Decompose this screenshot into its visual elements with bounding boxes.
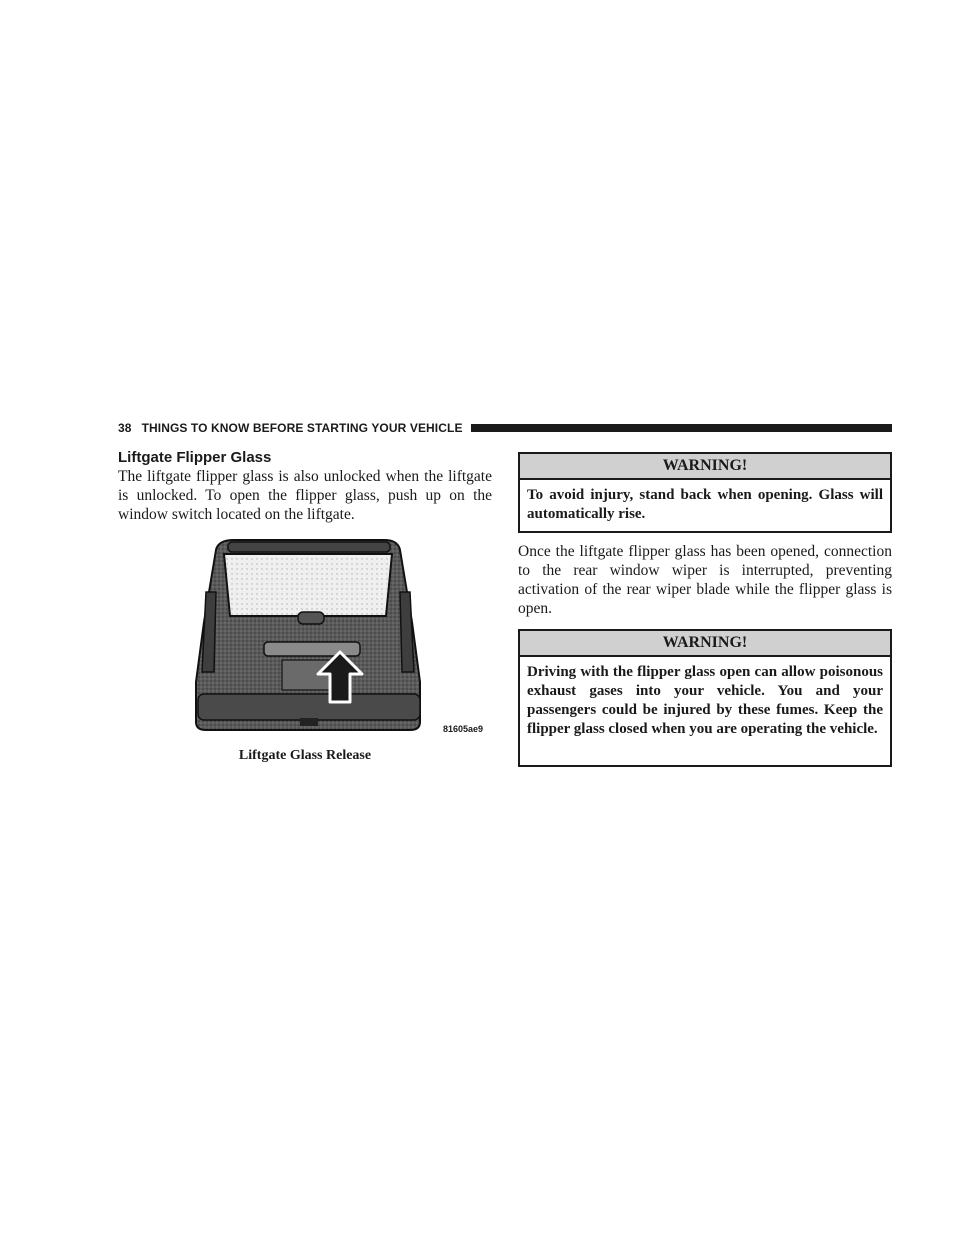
running-header [118, 419, 892, 437]
liftgate-illustration [190, 532, 490, 742]
chapter-title: THINGS TO KNOW BEFORE STARTING YOUR VEHICLE [141, 421, 463, 435]
page-number: 38 [118, 421, 132, 435]
wiper-paragraph: Once the liftgate flipper glass has been opened, connection to the rear window wiper is interrupted, preventing activation of the rear wiper blade while the flipper glass is open. [518, 543, 892, 617]
section-title: Liftgate Flipper Glass [118, 449, 272, 466]
warning-heading: WARNING! [520, 631, 890, 657]
warning-text: Driving with the flipper glass open can allow poisonous exhaust gases into your vehicle. You and your passengers could be injured by these fumes. Keep the flipper glass closed when you are operating the vehicle. [527, 664, 883, 737]
header-rule [471, 424, 892, 432]
warning-box-2 [518, 629, 892, 767]
figure-caption: Liftgate Glass Release [238, 748, 372, 763]
warning-heading: WARNING! [520, 454, 890, 480]
figure-code: 81605ae9 [443, 724, 484, 734]
warning-box-1 [518, 452, 892, 533]
warning-text: To avoid injury, stand back when opening. Glass will automatically rise. [527, 487, 883, 522]
intro-paragraph: The liftgate flipper glass is also unlocked when the liftgate is unlocked. To open the flipper glass, push up on the window switch located on the liftgate. [118, 468, 492, 523]
